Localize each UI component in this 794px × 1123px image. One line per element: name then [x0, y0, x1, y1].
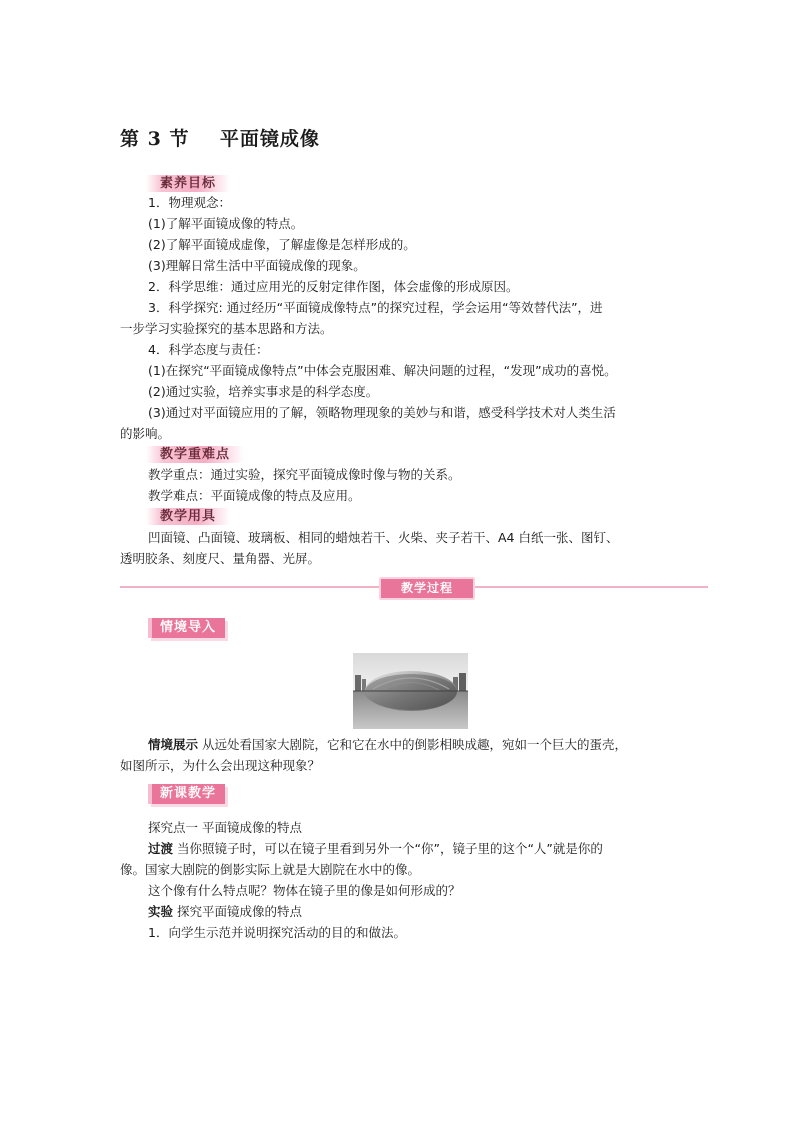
tools-line: 凹面镜、凸面镜、玻璃板、相同的蜡烛若干、火柴、夹子若干、A4 白纸一张、图钉、 [148, 530, 619, 545]
experiment-label: 实验 [148, 904, 174, 919]
section-tools-label: 教学用具 [146, 508, 230, 525]
goal-line: 2．科学思维：通过应用光的反射定律作图，体会虚像的形成原因。 [148, 279, 519, 294]
goal-line: (1)了解平面镜成像的特点。 [148, 216, 304, 231]
goal-line: (2)通过实验，培养实事求是的科学态度。 [148, 384, 379, 399]
goal-line: 3．科学探究: 通过经历“平面镜成像特点”的探究过程，学会运用“等效替代法”，进 [148, 300, 603, 315]
section-goals-label: 素养目标 [146, 175, 230, 192]
key-point-line: 教学重点：通过实验，探究平面镜成像时像与物的关系。 [148, 467, 461, 482]
goal-line: (3)通过对平面镜应用的了解，领略物理现象的美妙与和谐，感受科学技术对人类生活 [148, 405, 616, 420]
section-key-points-label: 教学重难点 [146, 446, 244, 463]
exploration-point-heading: 探究点一 平面镜成像的特点 [148, 820, 302, 835]
section-new-lesson-label: 新课教学 [148, 784, 225, 804]
page-title: 第 3 节 平面镜成像 [120, 128, 320, 150]
experiment-line [120, 902, 738, 922]
transition-label: 过渡 [148, 841, 174, 856]
goal-line: 一步学习实验探究的基本思路和方法。 [120, 321, 333, 336]
section-intro-label: 情境导入 [148, 618, 225, 638]
tools-line: 透明胶条、刻度尺、量角器、光屏。 [120, 551, 321, 566]
transition-text: 当你照镜子时，可以在镜子里看到另外一个“你”，镜子里的这个“人”就是你的 [173, 841, 603, 856]
goal-line: (1)在探究“平面镜成像特点”中体会克服困难、解决问题的过程，“发现”成功的喜悦。 [148, 363, 617, 378]
step-line: 1．向学生示范并说明探究活动的目的和做法。 [148, 925, 406, 940]
goal-line: 的影响。 [120, 426, 171, 441]
question-line: 这个像有什么特点呢？物体在镜子里的像是如何形成的？ [148, 883, 461, 898]
goal-line: 4．科学态度与责任： [148, 342, 269, 357]
transition-line [120, 839, 738, 859]
goal-line: (2)了解平面镜成虚像，了解虚像是怎样形成的。 [148, 237, 416, 252]
intro-label: 情境展示 [148, 737, 199, 752]
intro-text-line: 如图所示，为什么会出现这种现象？ [120, 758, 321, 773]
goal-line: (3)理解日常生活中平面镜成像的现象。 [148, 258, 366, 273]
national-grand-theater-photo [353, 653, 468, 729]
key-point-line: 教学难点：平面镜成像的特点及应用。 [148, 488, 361, 503]
goal-line: 1．物理观念： [148, 195, 231, 210]
intro-text: 从远处看国家大剧院，它和它在水中的倒影相映成趣，宛如一个巨大的蛋壳， [198, 737, 627, 752]
section-process-banner: 教学过程 [379, 577, 475, 600]
transition-line: 像。国家大剧院的倒影实际上就是大剧院在水中的像。 [120, 862, 421, 877]
intro-text-line [120, 735, 738, 755]
experiment-text: 探究平面镜成像的特点 [173, 904, 302, 919]
